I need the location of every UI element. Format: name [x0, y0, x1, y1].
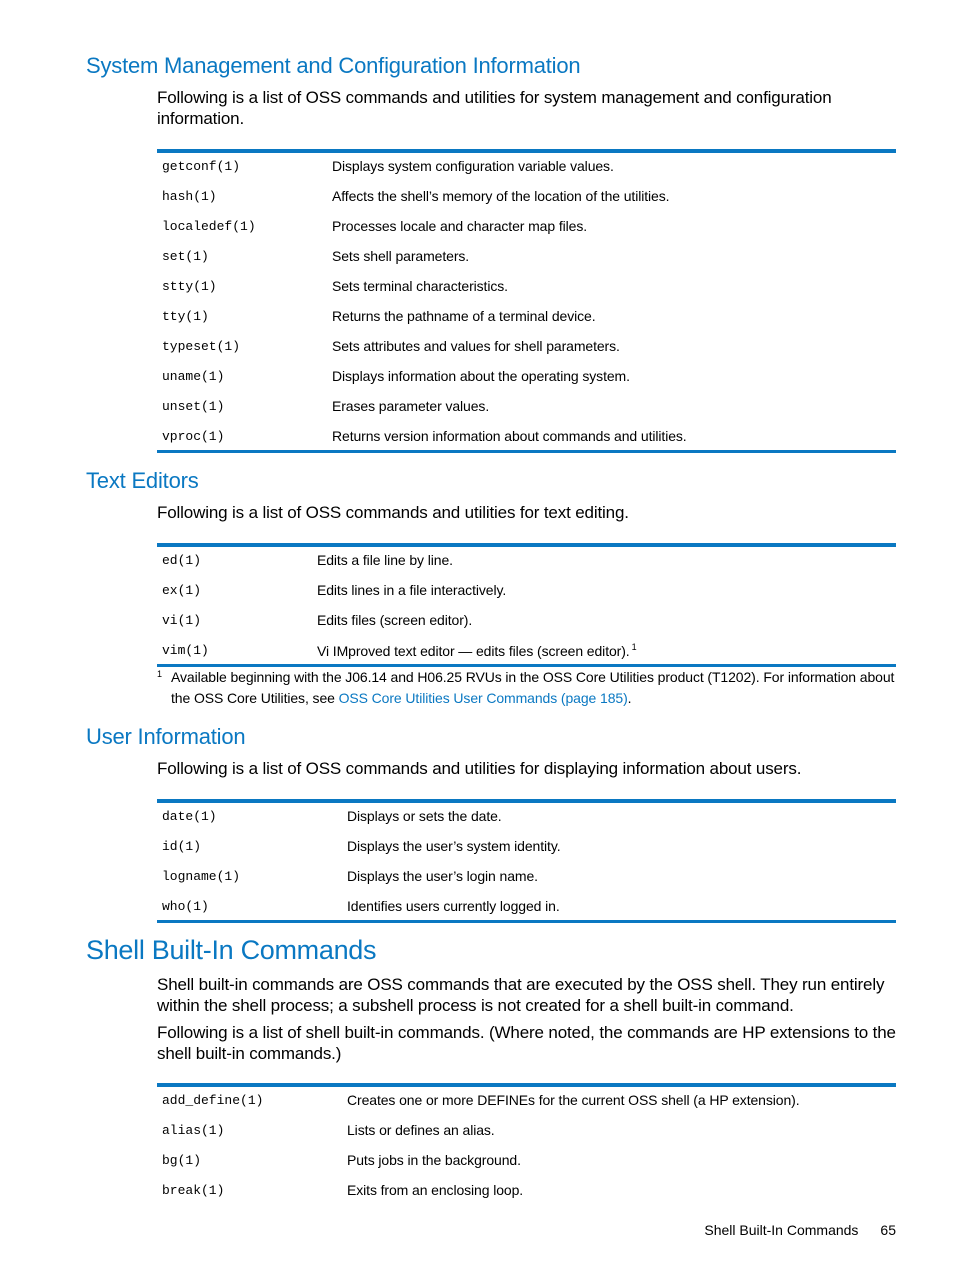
- command-description: [332, 278, 508, 294]
- command-description: [347, 1182, 523, 1198]
- command-description: [347, 808, 502, 824]
- command-description: [332, 158, 614, 174]
- command-description: [332, 188, 669, 204]
- description-text: Lists or defines an alias.: [347, 1122, 495, 1138]
- footer-title: Shell Built-In Commands: [704, 1222, 859, 1238]
- command-description: [332, 428, 687, 444]
- table-body: [157, 153, 896, 453]
- footnote-text: [171, 667, 897, 709]
- description-text: Exits from an enclosing loop.: [347, 1182, 524, 1198]
- table-row: [157, 863, 896, 893]
- description-text: Returns version information about commands and utilities.: [332, 428, 687, 444]
- command-description: [317, 642, 637, 659]
- description-text: Edits a file line by line.: [317, 552, 453, 568]
- table-row: [157, 637, 896, 667]
- table-row: [157, 393, 896, 423]
- description-text: Displays system configuration variable values.: [332, 158, 614, 174]
- table-row: [157, 333, 896, 363]
- table-row: [157, 243, 896, 273]
- table-user-information: [157, 799, 896, 923]
- command-name: ed(1): [162, 553, 202, 568]
- table-row: [157, 213, 896, 243]
- command-name: date(1): [162, 809, 217, 824]
- command-name: vim(1): [162, 643, 209, 658]
- command-description: [347, 868, 538, 884]
- table-row: [157, 363, 896, 393]
- description-text: Edits lines in a file interactively.: [317, 582, 507, 598]
- description-text: Sets terminal characteristics.: [332, 278, 508, 294]
- table-row: [157, 1117, 896, 1147]
- command-description: [317, 582, 506, 598]
- description-text: Returns the pathname of a terminal device.: [332, 308, 596, 324]
- description-text: Puts jobs in the background.: [347, 1152, 521, 1168]
- table-row: [157, 1177, 896, 1207]
- table-row: [157, 803, 896, 833]
- command-description: [332, 218, 587, 234]
- description-text: Displays information about the operating system.: [332, 368, 630, 384]
- footnote-end: .: [627, 690, 632, 706]
- section-intro-shell-built-ins: Shell built-in commands are OSS commands that are executed by the OSS shell. They run entirely within the shell process; a subshell process is not created for a shell built-in command.: [157, 975, 885, 1015]
- command-name: vi(1): [162, 613, 202, 628]
- description-text: Displays the user’s login name.: [347, 868, 538, 884]
- description-text: Displays or sets the date.: [347, 808, 502, 824]
- command-name: add_define(1): [162, 1093, 264, 1108]
- command-name: vproc(1): [162, 429, 225, 444]
- footnote-mark: 1: [157, 669, 162, 679]
- command-description: [347, 838, 560, 854]
- table-system-management: [157, 149, 896, 453]
- section-heading-system-management: System Management and Configuration Information: [86, 53, 581, 78]
- section-intro-system-management: Following is a list of OSS commands and utilities for system management and configuration information.: [157, 88, 832, 128]
- table-shell-built-ins: [157, 1083, 896, 1205]
- command-name: typeset(1): [162, 339, 241, 354]
- command-description: [332, 308, 596, 324]
- command-description: [317, 612, 472, 628]
- command-name: break(1): [162, 1183, 225, 1198]
- footnote: [157, 667, 897, 709]
- command-name: set(1): [162, 249, 209, 264]
- description-text: Displays the user’s system identity.: [347, 838, 561, 854]
- command-description: [347, 1092, 800, 1108]
- table-row: [157, 153, 896, 183]
- page-number: 65: [880, 1222, 896, 1238]
- command-description: [347, 1122, 495, 1138]
- table-row: [157, 1087, 896, 1117]
- command-description: [317, 552, 453, 568]
- command-name: bg(1): [162, 1153, 202, 1168]
- description-text: Vi IMproved text editor — edits files (screen editor).: [317, 643, 630, 659]
- command-description: [332, 368, 630, 384]
- section-heading-shell-built-in-commands: Shell Built-In Commands: [86, 935, 377, 965]
- command-description: [347, 1152, 521, 1168]
- command-name: who(1): [162, 899, 209, 914]
- table-row: [157, 273, 896, 303]
- table-row: [157, 577, 896, 607]
- table-text-editors: [157, 543, 896, 667]
- command-name: logname(1): [162, 869, 241, 884]
- description-text: Erases parameter values.: [332, 398, 490, 414]
- footnote-body: Available beginning with the J06.14 and H06.25 RVUs in the OSS Core Utilities product (T1202). For information about the OSS Core Utilities, see: [171, 669, 895, 706]
- command-description: [347, 898, 560, 914]
- section-heading-text-editors: Text Editors: [86, 468, 199, 493]
- footnote-link[interactable]: OSS Core Utilities User Commands (page 185): [338, 690, 628, 706]
- command-name: uname(1): [162, 369, 225, 384]
- description-text: Sets attributes and values for shell parameters.: [332, 338, 620, 354]
- command-name: stty(1): [162, 279, 217, 294]
- section-intro-shell-built-ins-list: Following is a list of shell built-in commands. (Where noted, the commands are HP extensions to the shell built-in commands.): [157, 1023, 896, 1063]
- description-text: Processes locale and character map files.: [332, 218, 588, 234]
- command-name: alias(1): [162, 1123, 225, 1138]
- table-row: [157, 607, 896, 637]
- table-row: [157, 893, 896, 923]
- table-body: [157, 547, 896, 667]
- description-text: Creates one or more DEFINEs for the current OSS shell (a HP extension).: [347, 1092, 800, 1108]
- description-text: Sets shell parameters.: [332, 248, 470, 264]
- table-row: [157, 833, 896, 863]
- command-name: localedef(1): [162, 219, 256, 234]
- page-footer: [704, 1222, 896, 1238]
- description-text: Affects the shell’s memory of the location of the utilities.: [332, 188, 670, 204]
- description-text: Identifies users currently logged in.: [347, 898, 560, 914]
- command-name: tty(1): [162, 309, 209, 324]
- command-name: ex(1): [162, 583, 202, 598]
- description-text: Edits files (screen editor).: [317, 612, 473, 628]
- command-name: id(1): [162, 839, 202, 854]
- table-body: [157, 1087, 896, 1207]
- section-intro-user-information: Following is a list of OSS commands and utilities for displaying information about users.: [157, 759, 802, 778]
- table-row: [157, 1147, 896, 1177]
- command-description: [332, 338, 620, 354]
- table-row: [157, 547, 896, 577]
- section-heading-user-information: User Information: [86, 724, 246, 749]
- section-intro-text-editors: Following is a list of OSS commands and utilities for text editing.: [157, 503, 629, 522]
- command-name: getconf(1): [162, 159, 241, 174]
- command-name: hash(1): [162, 189, 217, 204]
- table-body: [157, 803, 896, 923]
- table-row: [157, 423, 896, 453]
- table-row: [157, 303, 896, 333]
- command-description: [332, 398, 489, 414]
- command-name: unset(1): [162, 399, 225, 414]
- table-row: [157, 183, 896, 213]
- footnote-reference[interactable]: 1: [631, 642, 637, 652]
- command-description: [332, 248, 469, 264]
